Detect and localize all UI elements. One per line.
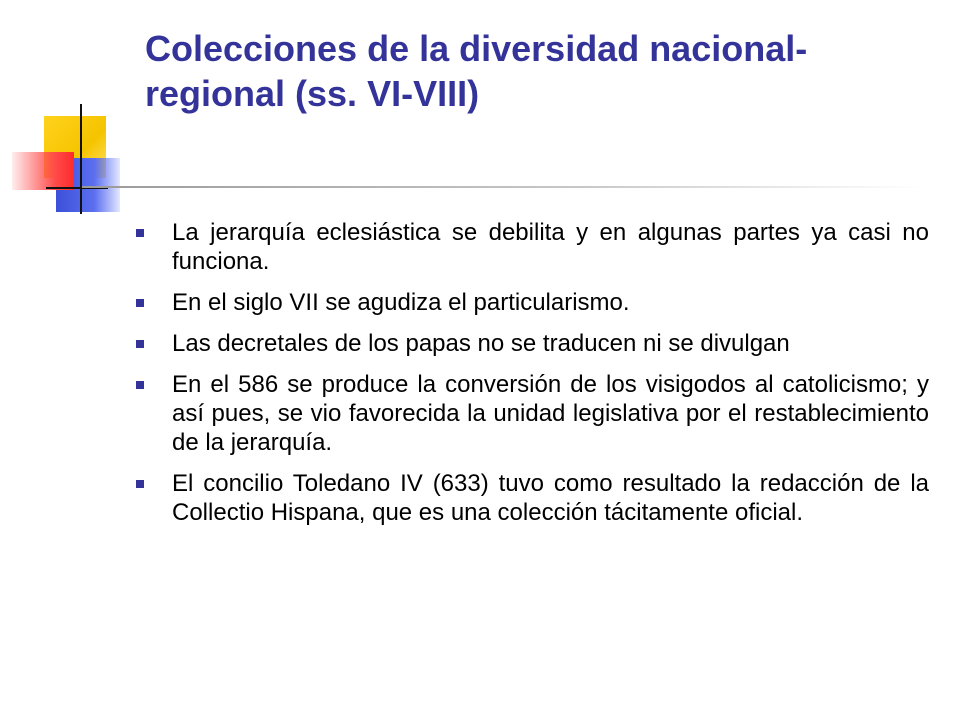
square-bullet-icon — [136, 480, 144, 488]
square-bullet-icon — [136, 299, 144, 307]
title-divider — [82, 186, 922, 188]
bullet-text: La jerarquía eclesiástica se debilita y en algunas partes ya casi no funciona. — [172, 219, 929, 275]
bullet-item — [136, 329, 929, 358]
slide-title: Colecciones de la diversidad nacional-regional (ss. VI-VIII) — [145, 28, 808, 114]
bullet-text: Las decretales de los papas no se traducen ni se divulgan — [172, 330, 790, 357]
square-bullet-icon — [136, 229, 144, 237]
bullet-item — [136, 288, 929, 317]
square-bullet-icon — [136, 340, 144, 348]
square-bullet-icon — [136, 381, 144, 389]
bullet-item — [136, 469, 929, 527]
bullet-text: En el 586 se produce la conversión de los visigodos al catolicismo; y así pues, se vio favorecida la unidad legislativa por el restablecimiento de la jerarquía. — [172, 371, 929, 456]
bullet-item — [136, 218, 929, 276]
decorative-logo — [0, 0, 140, 230]
vertical-line — [80, 104, 82, 214]
bullet-text: En el siglo VII se agudiza el particularismo. — [172, 289, 630, 316]
bullet-list — [136, 218, 929, 539]
bullet-text: El concilio Toledano IV (633) tuvo como resultado la redacción de la Collectio Hispana, que es una colección tácitamente oficial. — [172, 470, 929, 526]
red-square-shape — [12, 152, 74, 190]
bullet-item — [136, 370, 929, 457]
